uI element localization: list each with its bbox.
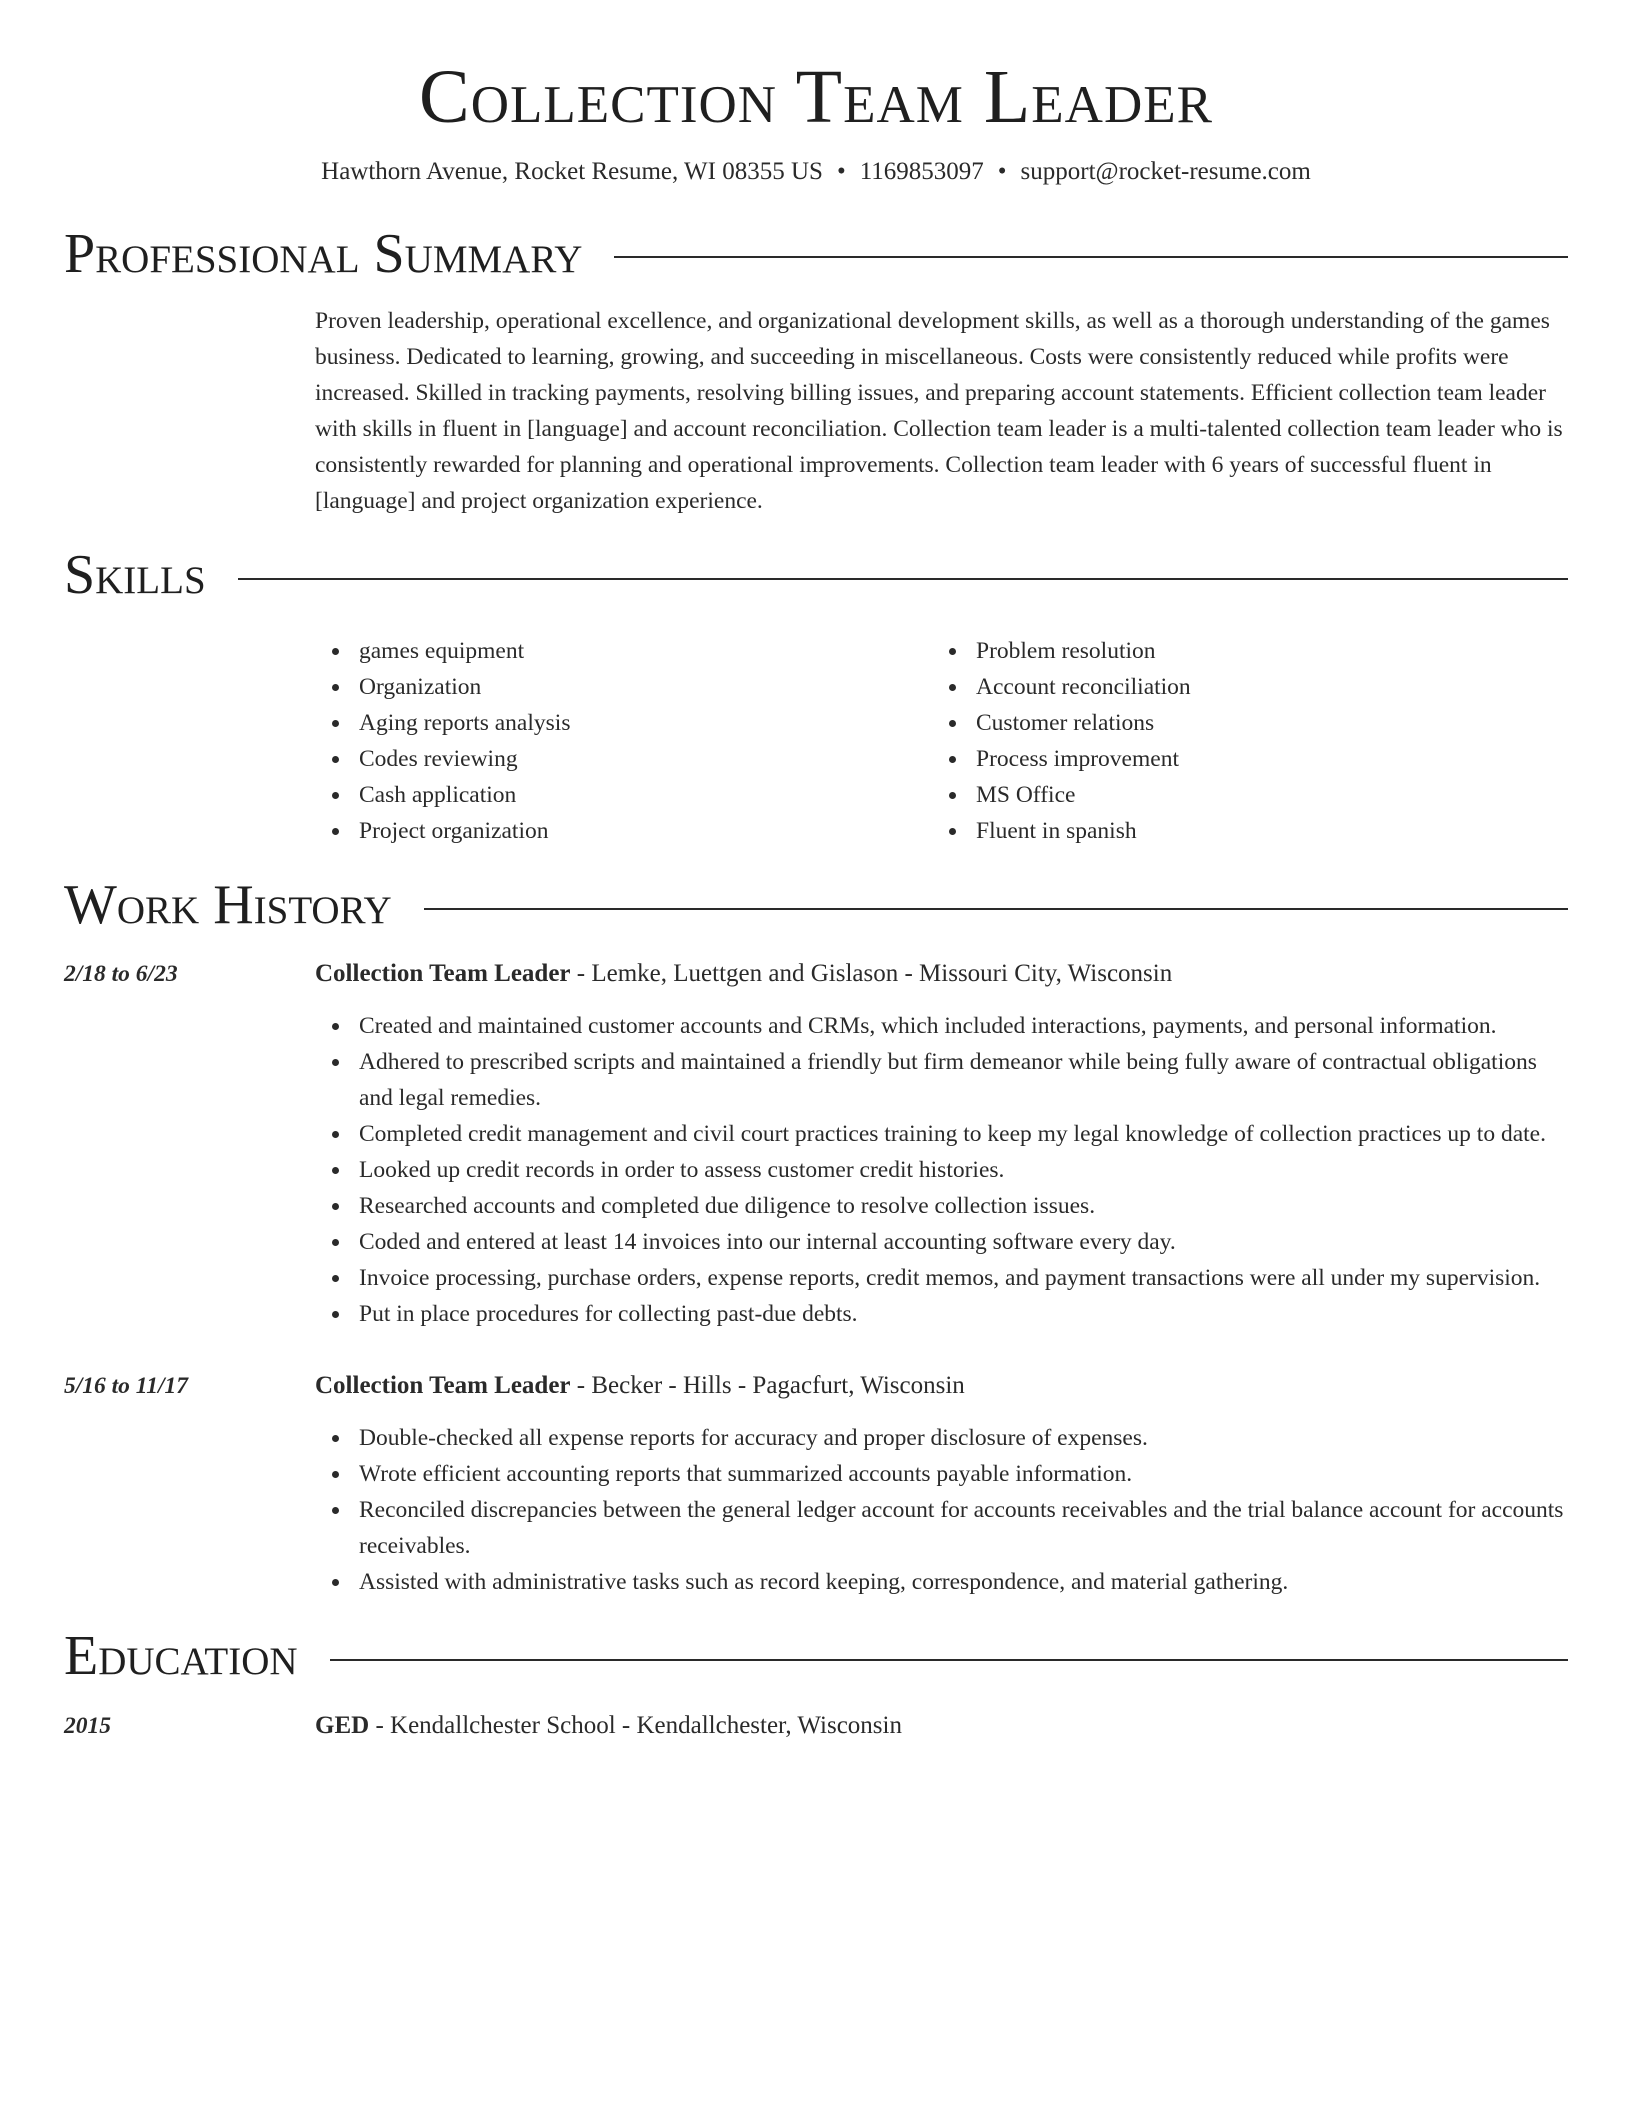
work-bullet: Invoice processing, purchase orders, expense reports, credit memos, and payment transactions were all under my supervision. xyxy=(315,1260,1568,1296)
work-entry-body xyxy=(315,1366,1568,1600)
skills-section-header xyxy=(64,545,1568,607)
work-bullets xyxy=(315,1420,1568,1600)
summary-section-title: Professional Summary xyxy=(64,222,583,285)
job-title: Collection Team Leader xyxy=(315,1372,571,1400)
work-entry xyxy=(64,1366,1568,1600)
work-entry xyxy=(64,954,1568,1332)
work-bullets xyxy=(315,1008,1568,1332)
skills-list xyxy=(315,633,1568,849)
contact-separator: • xyxy=(836,157,846,185)
skill-item: Process improvement xyxy=(932,741,1549,777)
skill-item: Aging reports analysis xyxy=(315,705,932,741)
work-heading xyxy=(315,954,1568,994)
skill-item: MS Office xyxy=(932,777,1549,813)
work-bullet: Reconciled discrepancies between the general ledger account for accounts receivables and the trial balance account for accounts receivables. xyxy=(315,1492,1568,1564)
job-title: Collection Team Leader xyxy=(315,960,571,988)
work-heading xyxy=(315,1366,1568,1406)
work-bullet: Created and maintained customer accounts and CRMs, which included interactions, payments, and personal information. xyxy=(315,1008,1568,1044)
contact-line xyxy=(64,158,1568,186)
work-bullet: Researched accounts and completed due diligence to resolve collection issues. xyxy=(315,1188,1568,1224)
skill-item: Project organization xyxy=(315,813,932,849)
education-section-header xyxy=(64,1626,1568,1688)
section-divider xyxy=(330,1659,1568,1661)
degree: GED xyxy=(315,1711,370,1739)
skill-item: Account reconciliation xyxy=(932,669,1549,705)
education-section-title: Education xyxy=(64,1625,298,1688)
education-year: 2015 xyxy=(64,1712,111,1739)
skill-item: Codes reviewing xyxy=(315,741,932,777)
work-dates: 2/18 to 6/23 xyxy=(64,961,178,988)
work-bullet: Double-checked all expense reports for accuracy and proper disclosure of expenses. xyxy=(315,1420,1568,1456)
work-bullet: Put in place procedures for collecting past-due debts. xyxy=(315,1296,1568,1332)
contact-address: Hawthorn Avenue, Rocket Resume, WI 08355 US xyxy=(321,157,823,185)
work-bullet: Completed credit management and civil court practices training to keep my legal knowledge of collection practices up to date. xyxy=(315,1116,1568,1152)
work-bullet: Looked up credit records in order to assess customer credit histories. xyxy=(315,1152,1568,1188)
contact-separator: • xyxy=(997,157,1007,185)
section-divider xyxy=(238,578,1568,580)
employer-details: - Lemke, Luettgen and Gislason - Missouri City, Wisconsin xyxy=(570,960,1173,988)
work-section-header xyxy=(64,875,1568,937)
skills-column-right xyxy=(932,633,1549,849)
work-dates: 5/16 to 11/17 xyxy=(64,1373,189,1400)
contact-phone: 1169853097 xyxy=(859,157,984,185)
skill-item: Problem resolution xyxy=(932,633,1549,669)
school-details: - Kendallchester School - Kendallchester, Wisconsin xyxy=(369,1711,902,1739)
contact-email: support@rocket-resume.com xyxy=(1020,157,1311,185)
work-bullet: Coded and entered at least 14 invoices into our internal accounting software every day. xyxy=(315,1224,1568,1260)
education-heading xyxy=(315,1706,1568,1746)
summary-section-header xyxy=(64,224,1568,286)
skills-column-left xyxy=(315,633,932,849)
skill-item: Customer relations xyxy=(932,705,1549,741)
employer-details: - Becker - Hills - Pagacfurt, Wisconsin xyxy=(570,1372,965,1400)
work-entry-body xyxy=(315,954,1568,1332)
skills-section-title: Skills xyxy=(64,544,206,607)
work-bullet: Assisted with administrative tasks such as record keeping, correspondence, and material gathering. xyxy=(315,1564,1568,1600)
work-section-title: Work History xyxy=(64,873,392,936)
skill-item: Organization xyxy=(315,669,932,705)
section-divider xyxy=(424,908,1568,910)
work-bullet: Adhered to prescribed scripts and maintained a friendly but firm demeanor while being fully aware of contractual obligations and legal remedies. xyxy=(315,1044,1568,1116)
summary-text: Proven leadership, operational excellence, and organizational development skills, as well as a thorough understanding of the games business. Dedicated to learning, growing, and succeeding in miscellaneous. Costs were consistently reduced while profits were increased. Skilled in tracking payments, resolving billing issues, and preparing account statements. Efficient collection team leader with skills in fluent in [language] and account reconciliation. Collection team leader is a multi-talented collection team leader who is consistently rewarded for planning and operational improvements. Collection team leader with 6 years of successful fluent in [language] and project organization experience. xyxy=(315,308,1563,515)
education-entry-body xyxy=(315,1706,1568,1746)
candidate-name: Collection Team Leader xyxy=(419,55,1213,139)
skill-item: Cash application xyxy=(315,777,932,813)
section-divider xyxy=(614,256,1568,258)
work-bullet: Wrote efficient accounting reports that summarized accounts payable information. xyxy=(315,1456,1568,1492)
skill-item: games equipment xyxy=(315,633,932,669)
education-entry xyxy=(64,1706,1568,1746)
skill-item: Fluent in spanish xyxy=(932,813,1549,849)
